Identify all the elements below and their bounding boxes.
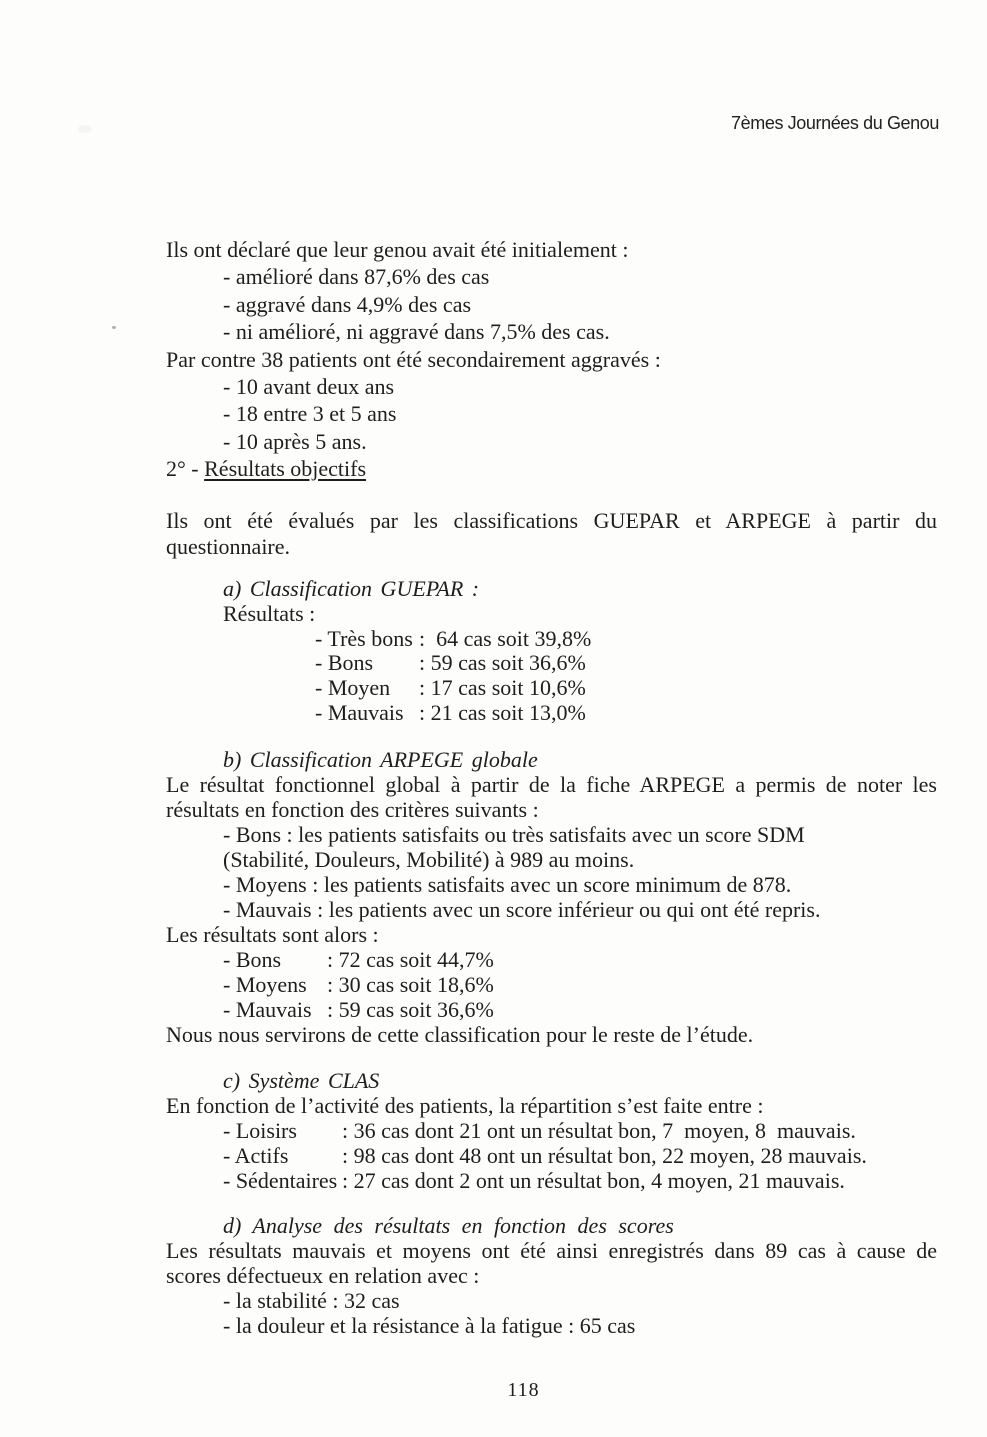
bullet-item: - Moyens : les patients satisfaits avec un score minimum de 878. bbox=[223, 872, 792, 897]
bullet-item: - 10 avant deux ans bbox=[223, 374, 395, 400]
paragraph-line: questionnaire. bbox=[166, 534, 291, 559]
intro-section bbox=[166, 236, 937, 455]
result-value: : 30 cas soit 18,6% bbox=[327, 972, 494, 997]
paragraph-line: Les résultats mauvais et moyens ont été ainsi enregistrés dans 89 cas à cause de bbox=[166, 1238, 937, 1263]
clas-subsection bbox=[166, 1068, 937, 1193]
subsection-heading: b) Classification ARPEGE globale bbox=[223, 747, 538, 772]
result-value: : 59 cas soit 36,6% bbox=[327, 997, 494, 1022]
result-line bbox=[166, 1168, 937, 1193]
bullet-item: - Mauvais : les patients avec un score inférieur ou qui ont été repris. bbox=[223, 897, 821, 922]
result-value: : 64 cas soit 39,8% bbox=[419, 625, 592, 651]
results-label: Résultats : bbox=[223, 600, 316, 626]
result-label: - Actifs bbox=[223, 1143, 289, 1168]
result-line bbox=[166, 1118, 937, 1143]
result-label: - Bons bbox=[315, 650, 374, 676]
section-intro bbox=[166, 508, 937, 560]
bullet-item: - Bons : les patients satisfaits ou très satisfaits avec un score SDM bbox=[223, 822, 805, 847]
result-label: - Sédentaires bbox=[223, 1168, 338, 1193]
bullet-item: - amélioré dans 87,6% des cas bbox=[223, 264, 490, 290]
bullet-item: - 18 entre 3 et 5 ans bbox=[223, 401, 397, 427]
result-label: - Mauvais bbox=[315, 699, 404, 725]
result-value: : 98 cas dont 48 ont un résultat bon, 22 moyen, 28 mauvais. bbox=[342, 1143, 867, 1168]
result-line bbox=[166, 972, 937, 997]
result-line bbox=[166, 627, 937, 652]
bullet-item: - la stabilité : 32 cas bbox=[223, 1288, 400, 1313]
result-value: : 27 cas dont 2 ont un résultat bon, 4 moyen, 21 mauvais. bbox=[342, 1168, 845, 1193]
bullet-item: - ni amélioré, ni aggravé dans 7,5% des cas. bbox=[223, 319, 610, 345]
subsection-heading: c) Système CLAS bbox=[223, 1068, 380, 1093]
scan-speck bbox=[78, 125, 92, 133]
result-value: : 17 cas soit 10,6% bbox=[419, 675, 586, 701]
result-line bbox=[166, 997, 937, 1022]
arpege-subsection bbox=[166, 747, 937, 1047]
result-label: - Loisirs bbox=[223, 1118, 297, 1143]
scan-speck bbox=[112, 326, 116, 329]
result-line bbox=[166, 676, 937, 701]
bullet-item: - aggravé dans 4,9% des cas bbox=[223, 291, 472, 317]
paragraph-line: Par contre 38 patients ont été secondairement aggravés : bbox=[166, 346, 661, 372]
section-title: Résultats objectifs bbox=[204, 456, 367, 481]
paragraph-line: En fonction de l’activité des patients, la répartition s’est faite entre : bbox=[166, 1093, 764, 1118]
paragraph-line: Ils ont déclaré que leur genou avait été initialement : bbox=[166, 237, 629, 262]
section-number: 2° - bbox=[166, 456, 205, 481]
paragraph-line: Ils ont été évalués par les classifications GUEPAR et ARPEGE à partir du bbox=[166, 508, 937, 533]
result-label: - Très bons bbox=[315, 625, 413, 651]
result-label: - Moyen bbox=[315, 675, 391, 701]
paragraph-line: Le résultat fonctionnel global à partir de la fiche ARPEGE a permis de noter les bbox=[166, 772, 937, 797]
section-heading bbox=[166, 455, 937, 482]
paragraph-line: Nous nous servirons de cette classification pour le reste de l’étude. bbox=[166, 1022, 754, 1047]
result-value: : 72 cas soit 44,7% bbox=[327, 947, 494, 972]
journal-header: 7èmes Journées du Genou bbox=[731, 113, 939, 133]
result-line bbox=[166, 947, 937, 972]
page-number: 118 bbox=[507, 1379, 540, 1401]
subsection-heading: a) Classification GUEPAR : bbox=[223, 576, 480, 601]
result-value: : 59 cas soit 36,6% bbox=[419, 650, 586, 676]
bullet-item: (Stabilité, Douleurs, Mobilité) à 989 au moins. bbox=[223, 847, 635, 872]
bullet-item: - 10 après 5 ans. bbox=[223, 428, 367, 454]
result-line bbox=[166, 1143, 937, 1168]
result-label: - Moyens bbox=[223, 972, 307, 997]
bullet-item: - la douleur et la résistance à la fatigue : 65 cas bbox=[223, 1313, 636, 1338]
result-label: - Mauvais bbox=[223, 997, 312, 1022]
result-line bbox=[166, 701, 937, 726]
paragraph-line: résultats en fonction des critères suivants : bbox=[166, 797, 539, 822]
result-value: : 36 cas dont 21 ont un résultat bon, 7 moyen, 8 mauvais. bbox=[342, 1118, 856, 1143]
scores-subsection bbox=[166, 1213, 937, 1338]
result-label: - Bons bbox=[223, 947, 282, 972]
results-label: Les résultats sont alors : bbox=[166, 922, 379, 947]
result-line bbox=[166, 651, 937, 676]
paragraph-line: scores défectueux en relation avec : bbox=[166, 1263, 480, 1288]
subsection-heading: d) Analyse des résultats en fonction des scores bbox=[223, 1213, 674, 1238]
guepar-subsection bbox=[166, 577, 937, 726]
result-value: : 21 cas soit 13,0% bbox=[419, 699, 586, 725]
